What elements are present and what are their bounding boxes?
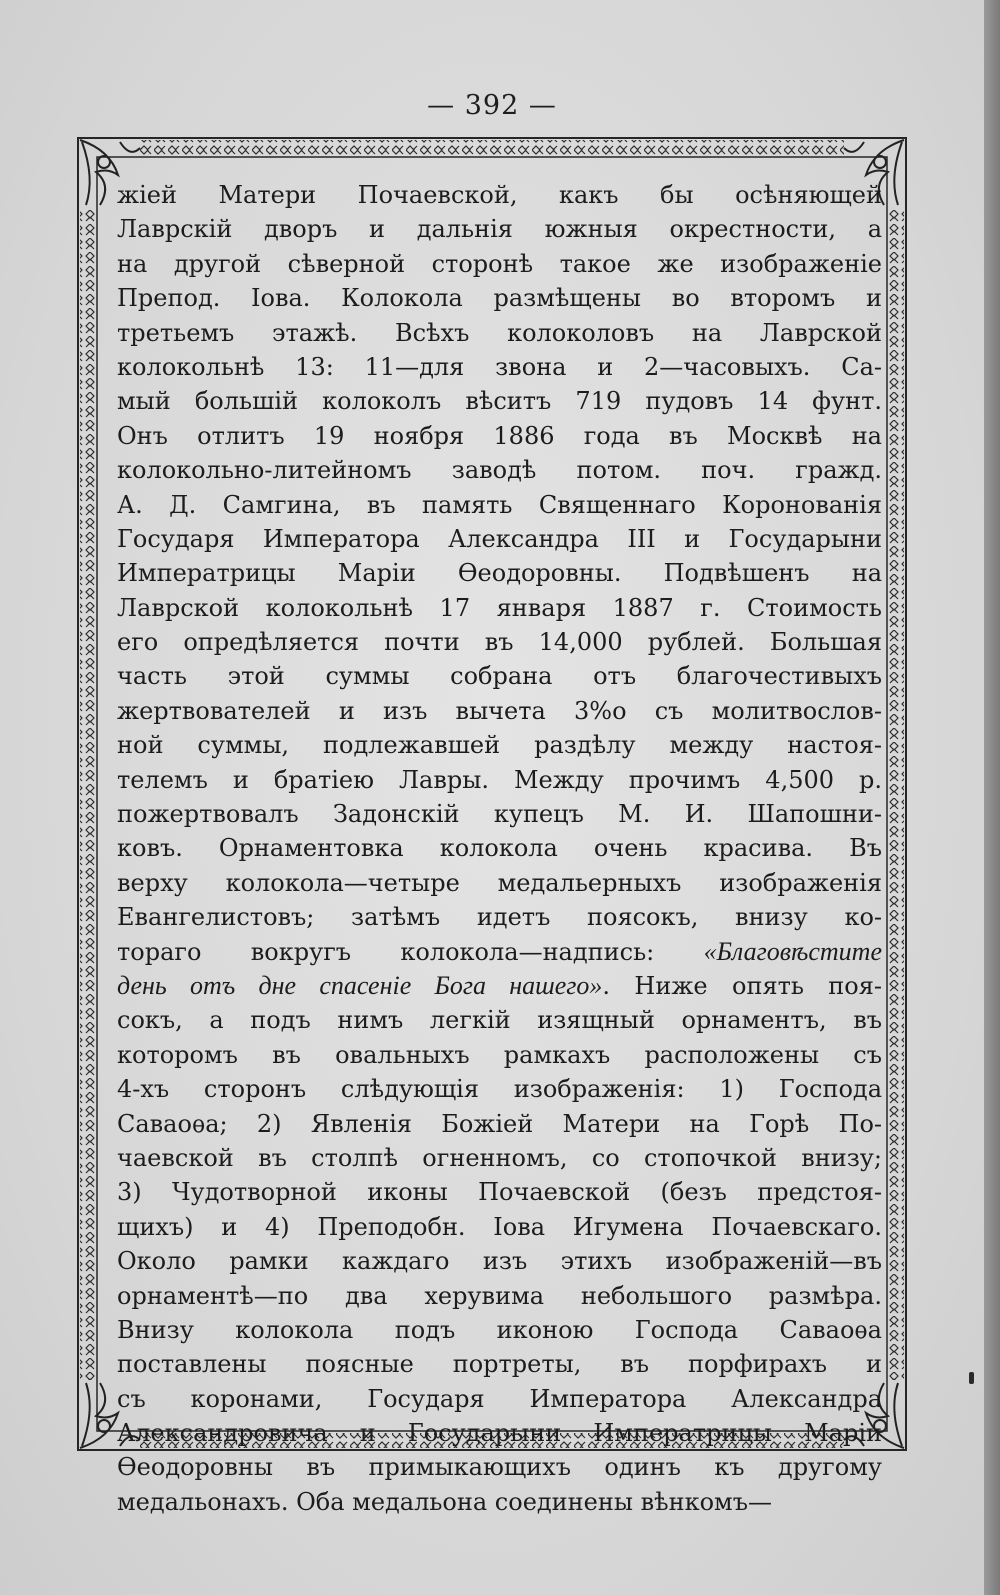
text-segment: Препод. Іова. Колокола размѣщены во второмъ и [117, 284, 882, 313]
text-line [117, 1038, 882, 1072]
text-line [117, 1382, 882, 1416]
text-line [117, 1279, 882, 1313]
text-segment: 3) Чудотворной иконы Почаевской (безъ предстоя- [117, 1178, 882, 1207]
text-segment: Александровича и Государыни Императрицы Маріи [117, 1419, 882, 1448]
text-segment: ной суммы, подлежавшей раздѣлу между настоя- [117, 731, 882, 760]
text-line [117, 969, 882, 1003]
italic-quote-segment: день отъ дне спасеніе Бога нашего» [117, 970, 603, 1000]
text-line [117, 178, 882, 212]
text-line [117, 900, 882, 934]
text-segment: орнаментѣ—по два херувима небольшого размѣра. [117, 1281, 882, 1310]
text-segment: медальонахъ. Оба медальона соединены вѣнкомъ— [117, 1487, 772, 1516]
text-segment: . Ниже опять поя- [602, 971, 882, 1000]
text-segment: Евангелистовъ; затѣмъ идетъ поясокъ, внизу ко- [117, 903, 882, 932]
text-segment: щихъ) и 4) Преподобн. Іова Игумена Почаевскаго. [117, 1212, 882, 1241]
text-line [117, 935, 882, 969]
text-line [117, 866, 882, 900]
text-segment: Ѳеодоровны въ примыкающихъ одинъ къ другому [117, 1453, 882, 1482]
text-line [117, 453, 882, 487]
body-text [117, 178, 882, 1519]
text-segment: пожертвовалъ Задонскій купецъ М. И. Шапошни- [117, 800, 882, 829]
text-line [117, 1313, 882, 1347]
text-segment: его опредѣляется почти въ 14,000 рублей. Большая [117, 628, 882, 657]
page-edge [984, 0, 1000, 1595]
text-segment: на другой сѣверной сторонѣ такое же изображеніе [117, 249, 882, 278]
text-line [117, 1072, 882, 1106]
text-line [117, 1347, 882, 1381]
text-segment: 4-хъ сторонъ слѣдующія изображенія: 1) Господа [117, 1075, 882, 1104]
text-line [117, 1175, 882, 1209]
text-line [117, 591, 882, 625]
text-line [117, 763, 882, 797]
text-line [117, 350, 882, 384]
text-segment: чаевской въ столпѣ огненномъ, со стопочкой внизу; [117, 1143, 882, 1172]
text-line [117, 247, 882, 281]
text-segment: третьемъ этажѣ. Всѣхъ колоколовъ на Лаврской [117, 318, 882, 347]
text-segment: колокольно-литейномъ заводѣ потом. поч. гражд. [117, 456, 882, 485]
text-line [117, 1003, 882, 1037]
text-line [117, 694, 882, 728]
text-segment: Императрицы Маріи Ѳеодоровны. Подвѣшенъ на [117, 559, 882, 588]
text-segment: сокъ, а подъ нимъ легкій изящный орнаментъ, въ [117, 1006, 882, 1035]
text-segment: жіей Матери Почаевской, какъ бы осѣняющей [117, 181, 882, 209]
text-line [117, 556, 882, 590]
text-line [117, 522, 882, 556]
text-segment: верху колокола—четыре медальерныхъ изображенія [117, 868, 882, 897]
text-segment: Около рамки каждаго изъ этихъ изображеній—въ [117, 1247, 882, 1276]
page-number: — 392 — [427, 90, 557, 121]
text-segment: колокольнѣ 13: 11—для звона и 2—часовыхъ. Са- [117, 352, 882, 381]
text-segment: Саваоѳа; 2) Явленія Божіей Матери на Горѣ По- [117, 1109, 882, 1138]
text-line [117, 1244, 882, 1278]
text-line [117, 797, 882, 831]
text-segment: Лаврскій дворъ и дальнія южныя окрестности, а [117, 215, 882, 244]
text-line [117, 831, 882, 865]
text-segment: часть этой суммы собрана отъ благочестивыхъ [117, 662, 882, 691]
text-segment: Лаврской колокольнѣ 17 января 1887 г. Стоимость [117, 593, 882, 622]
text-line [117, 384, 882, 418]
ink-mark [969, 1372, 974, 1384]
text-line [117, 281, 882, 315]
text-segment: поставлены поясные портреты, въ порфирахъ и [117, 1350, 882, 1379]
text-segment: Внизу колокола подъ иконою Господа Саваоѳа [117, 1315, 882, 1344]
text-line [117, 728, 882, 762]
text-line [117, 1210, 882, 1244]
italic-quote-segment: «Благовѣстите [703, 936, 882, 966]
text-line [117, 1450, 882, 1484]
text-segment: которомъ въ овальныхъ рамкахъ расположены съ [117, 1040, 882, 1069]
text-line [117, 212, 882, 246]
text-line [117, 1416, 882, 1450]
text-segment: тораго вокругъ колокола—надпись: [117, 937, 704, 966]
text-segment: Онъ отлитъ 19 ноября 1886 года въ Москвѣ на [117, 421, 882, 450]
text-segment: А. Д. Самгина, въ память Священнаго Коронованія [117, 490, 882, 519]
text-line [117, 419, 882, 453]
text-segment: телемъ и братіею Лавры. Между прочимъ 4,500 р. [117, 765, 882, 794]
text-line [117, 625, 882, 659]
text-line [117, 488, 882, 522]
text-line [117, 316, 882, 350]
text-segment: Государя Императора Александра III и Государыни [117, 524, 882, 553]
text-line [117, 659, 882, 693]
text-line [117, 1485, 882, 1519]
text-segment: жертвователей и изъ вычета 3%о съ молитвослов- [117, 696, 882, 725]
text-segment: съ коронами, Государя Императора Александра [117, 1384, 882, 1413]
text-segment: мый большій колоколъ вѣситъ 719 пудовъ 14 фунт. [117, 387, 882, 416]
text-line [117, 1141, 882, 1175]
text-line [117, 1107, 882, 1141]
text-segment: ковъ. Орнаментовка колокола очень красива. Въ [117, 834, 882, 863]
